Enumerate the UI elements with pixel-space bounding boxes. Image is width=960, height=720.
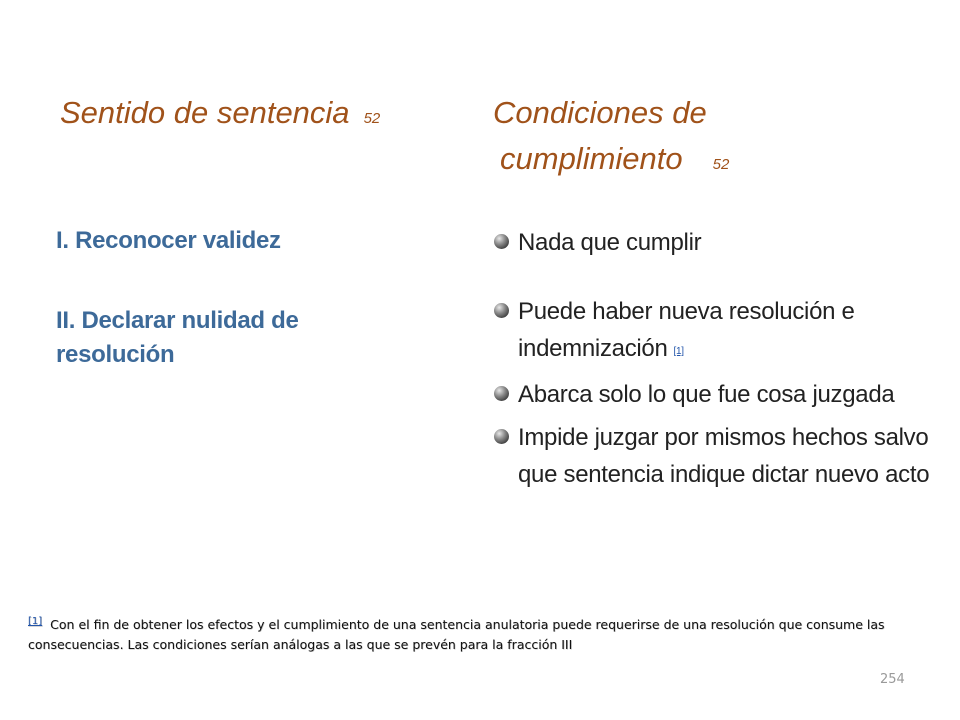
bullet-dot-icon <box>494 386 509 401</box>
bullet-item <box>492 419 932 493</box>
bullet-item <box>492 376 932 413</box>
bullet-item <box>492 224 932 261</box>
bullet-dot-icon <box>494 303 509 318</box>
footnote-reference-link[interactable]: [1] <box>673 346 684 357</box>
bullet-dot-icon <box>494 429 509 444</box>
heading-left-ref: 52 <box>363 110 381 127</box>
heading-left-title: Sentido de sentencia <box>60 95 350 130</box>
footnote-text: Con el fin de obtener los efectos y el cumplimiento de una sentencia anulatoria puede requerirse de una resolución que consume las consecuencias. Las condiciones serían análogas a las que se prevén para la fracción III <box>28 617 885 652</box>
bullet-text: Puede haber nueva resolución e indemnización <box>518 298 855 362</box>
left-item-declarar-nulidad: II. Declarar nulidad de resolución <box>56 307 299 368</box>
footnote-mark-link[interactable]: [1] <box>28 616 43 627</box>
bullet-dot-icon <box>494 234 509 249</box>
bullet-text: Nada que cumplir <box>518 229 702 256</box>
heading-right-ref: 52 <box>712 156 730 173</box>
bullet-text: Abarca solo lo que fue cosa juzgada <box>518 381 895 408</box>
left-item-reconocer-validez: I. Reconocer validez <box>56 227 281 254</box>
heading-condiciones-line2 <box>500 140 729 184</box>
heading-right-title-line1: Condiciones de <box>493 95 707 130</box>
page-number: 254 <box>880 672 905 687</box>
bullet-text: Impide juzgar por mismos hechos salvo que sentencia indique dictar nuevo acto <box>518 424 930 488</box>
heading-right-title-line2: cumplimiento <box>500 141 683 176</box>
bullet-item <box>492 293 932 370</box>
heading-condiciones-line1 <box>493 94 707 132</box>
bullet-list <box>492 224 932 493</box>
heading-sentido-de-sentencia <box>60 94 380 138</box>
footnote <box>28 612 928 655</box>
